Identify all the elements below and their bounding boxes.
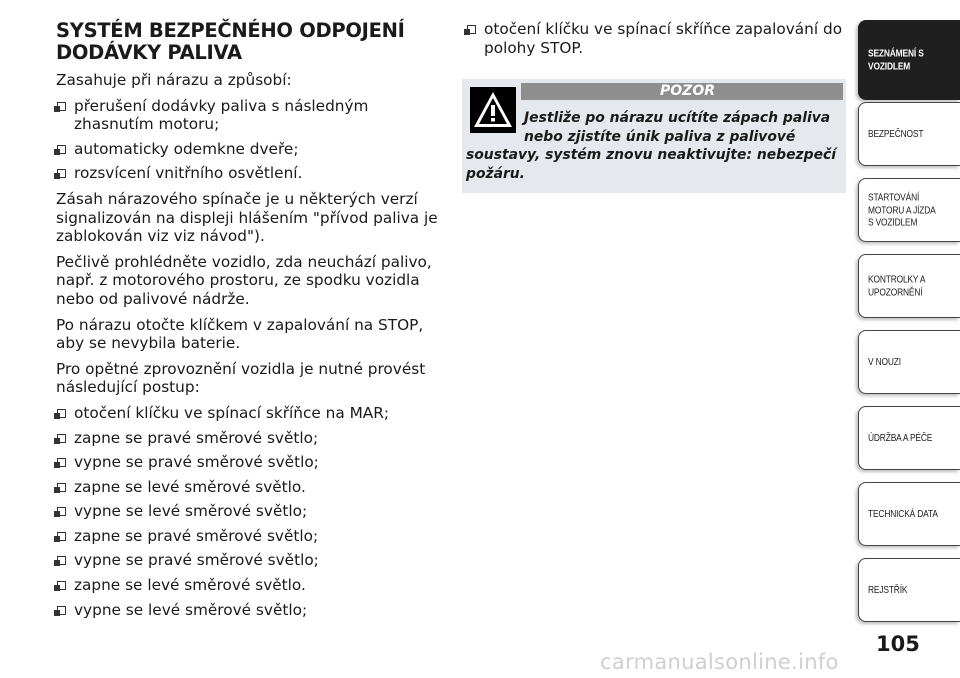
paragraph-procedure-intro: Pro opětné zprovoznění vozidla je nutné provést následující postup:	[56, 359, 426, 397]
list-item: zapne se pravé směrové světlo;	[56, 527, 448, 546]
list-item: zapne se pravé směrové světlo;	[56, 429, 448, 448]
tab-kontrolky-a-upozorneni[interactable]: KONTROLKY A UPOZORNĚNÍ	[858, 254, 960, 318]
watermark: carmanualsonline.info	[600, 650, 839, 674]
warning-label: POZOR	[521, 83, 843, 100]
effects-list	[56, 97, 448, 183]
warning-box	[462, 79, 846, 193]
paragraph-turn-key: Po nárazu otočte klíčkem v zapalování na STOP, aby se nevybila baterie.	[56, 315, 424, 353]
bullet-icon	[57, 102, 66, 111]
tab-rejstrik[interactable]: REJSTŘÍK	[858, 558, 960, 622]
bullet-icon	[467, 25, 476, 34]
bullet-icon	[57, 532, 66, 541]
page-heading	[56, 20, 446, 64]
bullet-icon	[57, 145, 66, 154]
tab-v-nouzi[interactable]: V NOUZI	[858, 330, 960, 394]
chapter-tabs	[858, 20, 960, 625]
tab-udrzba-a-pece[interactable]: ÚDRŽBA A PÉČE	[858, 406, 960, 470]
heading-line-1: SYSTÉM BEZPEČNÉHO ODPOJENÍ	[56, 19, 405, 42]
list-item: otočení klíčku ve spínací skříňce na MAR;	[56, 404, 448, 423]
bullet-icon	[57, 507, 66, 516]
list-item: otočení klíčku ve spínací skříňce zapalování do polohy STOP.	[466, 20, 846, 57]
tab-bezpecnost[interactable]: BEZPEČNOST	[858, 102, 960, 166]
left-column	[56, 71, 448, 626]
bullet-icon	[57, 556, 66, 565]
intro-text: Zasahuje při nárazu a způsobí:	[56, 71, 292, 89]
list-item: vypne se pravé směrové světlo;	[56, 551, 448, 570]
list-item: zapne se levé směrové světlo.	[56, 478, 448, 497]
paragraph-check-vehicle: Pečlivě prohlédněte vozidlo, zda neuchází palivo, např. z motorového prostoru, ze spodku vozidla nebo od palivové nádrže.	[56, 252, 432, 308]
bullet-icon	[57, 581, 66, 590]
page-number: 105	[876, 632, 920, 656]
bullet-icon	[57, 434, 66, 443]
list-item: vypne se levé směrové světlo;	[56, 601, 448, 620]
warning-text: Jestliže po nárazu ucítíte zápach paliva nebo zjistíte únik paliva z palivové soustavy, systém znovu neaktivujte: nebezpečí požáru.	[466, 110, 836, 182]
heading-line-2: DODÁVKY PALIVA	[56, 41, 242, 64]
list-item: vypne se levé směrové světlo;	[56, 502, 448, 521]
list-item: zapne se levé směrové světlo.	[56, 576, 448, 595]
bullet-icon	[57, 409, 66, 418]
bullet-icon	[57, 483, 66, 492]
paragraph-display-message: Zásah nárazového spínače je u některých verzí signalizován na displeji hlášením "přívod paliva je zablokován viz viz návod").	[56, 189, 438, 246]
bullet-icon	[57, 169, 66, 178]
bullet-icon	[57, 606, 66, 615]
tab-technicka-data[interactable]: TECHNICKÁ DATA	[858, 482, 960, 546]
right-column	[466, 20, 846, 64]
procedure-steps-list	[56, 404, 448, 619]
tab-startovani-motoru[interactable]: STARTOVÁNÍ MOTORU A JÍZDA S VOZIDLEM	[858, 178, 960, 242]
bullet-icon	[57, 458, 66, 467]
list-item: vypne se pravé směrové světlo;	[56, 453, 448, 472]
procedure-steps-continued	[466, 20, 846, 57]
list-item: rozsvícení vnitřního osvětlení.	[56, 164, 448, 183]
tab-seznameni-s-vozidlem[interactable]: SEZNÁMENÍ S VOZIDLEM	[858, 20, 960, 100]
list-item: přerušení dodávky paliva s následným zhasnutím motoru;	[56, 97, 448, 134]
list-item: automaticky odemkne dveře;	[56, 140, 448, 159]
